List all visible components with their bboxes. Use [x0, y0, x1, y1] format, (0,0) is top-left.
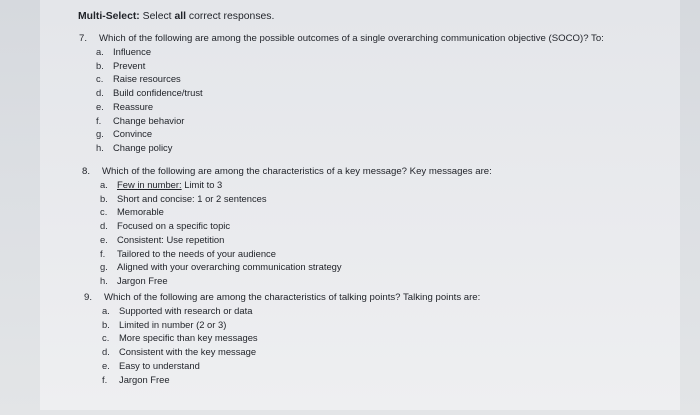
option-c[interactable]: c. Memorable [100, 206, 164, 218]
instruction [78, 11, 274, 22]
option-a[interactable]: a. Influence [96, 46, 152, 57]
option-e[interactable]: e. Easy to understand [102, 359, 200, 371]
option-list [96, 45, 604, 155]
question-8 [82, 165, 492, 288]
question-text: Which of the following are among the characteristics of a key message? Key messages are: [102, 166, 492, 177]
instruction-emphasis: all [174, 11, 187, 22]
option-b[interactable]: b. Short and concise: 1 or 2 sentences [100, 192, 267, 204]
question-text: Which of the following are among the characteristics of talking points? Talking points are: [104, 292, 481, 303]
option-d[interactable]: d. Focused on a specific topic [100, 220, 231, 232]
option-a[interactable]: a. Few in number: Limit to 3 [100, 179, 223, 190]
option-g[interactable]: g. Aligned with your overarching communication strategy [100, 261, 342, 273]
option-a[interactable]: a. Supported with research or data [102, 305, 253, 316]
option-b[interactable]: b. Limited in number (2 or 3) [102, 318, 227, 330]
option-e[interactable]: e. Reassure [96, 100, 154, 112]
question-number: 9. [84, 292, 93, 303]
option-d[interactable]: d. Build confidence/trust [96, 87, 203, 99]
question-stem [84, 291, 480, 304]
instruction-label: Multi-Select: [78, 11, 140, 22]
option-list [100, 178, 492, 288]
question-9 [84, 291, 480, 386]
option-e[interactable]: e. Consistent: Use repetition [100, 233, 225, 245]
question-7 [79, 32, 604, 155]
option-h[interactable]: h. Jargon Free [100, 274, 168, 286]
question-stem [79, 32, 604, 45]
question-text: Which of the following are among the possible outcomes of a single overarching communication objective (SOCO)? To: [99, 33, 604, 44]
instruction-rest: correct responses. [188, 11, 275, 22]
option-c[interactable]: c. More specific than key messages [102, 332, 258, 344]
option-list [102, 304, 480, 386]
option-f[interactable]: f. Tailored to the needs of your audience [100, 247, 276, 259]
option-h[interactable]: h. Change policy [96, 141, 173, 153]
question-number: 8. [82, 166, 91, 177]
option-f[interactable]: f. Jargon Free [102, 373, 170, 385]
option-d[interactable]: d. Consistent with the key message [102, 346, 257, 358]
option-f[interactable]: f. Change behavior [96, 114, 185, 126]
option-c[interactable]: c. Raise resources [96, 73, 181, 85]
option-g[interactable]: g. Convince [96, 128, 153, 140]
option-b[interactable]: b. Prevent [96, 59, 146, 71]
question-number: 7. [79, 33, 88, 44]
instruction-text: Select [142, 11, 172, 22]
question-stem [82, 165, 492, 178]
